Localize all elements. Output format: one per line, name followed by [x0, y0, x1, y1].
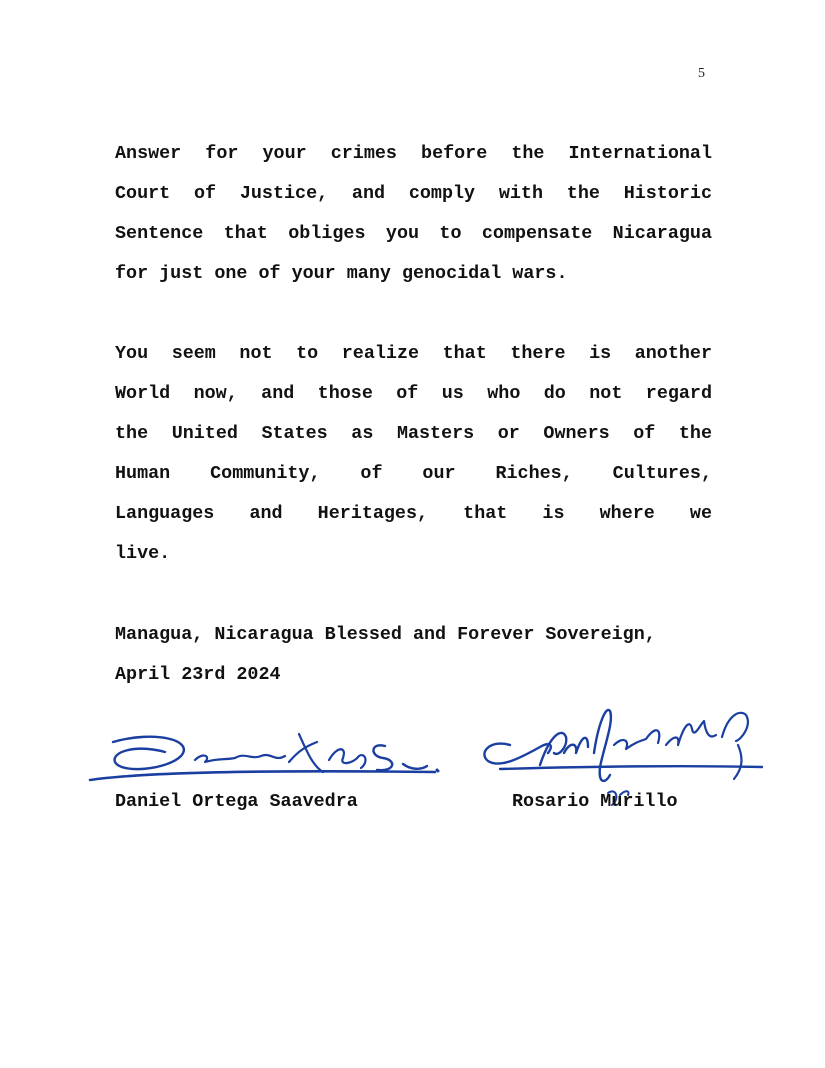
text-line: Court of Justice, and comply with the Historic: [115, 183, 712, 204]
date-line: April 23rd 2024: [115, 664, 281, 685]
text-line: live.: [115, 543, 171, 564]
text-line: World now, and those of us who do not regard: [115, 383, 712, 404]
text-line: for just one of your many genocidal wars.: [115, 263, 568, 284]
text-line: Languages and Heritages, that is where we: [115, 503, 712, 524]
text-line: Human Community, of our Riches, Cultures,: [115, 463, 712, 484]
text-line: Sentence that obliges you to compensate Nicaragua: [115, 223, 712, 244]
text-line: the United States as Masters or Owners of the: [115, 423, 712, 444]
place-line: Managua, Nicaragua Blessed and Forever Sovereign,: [115, 624, 656, 645]
signature-name-left: Daniel Ortega Saavedra: [115, 791, 358, 812]
paragraph-2: [115, 334, 712, 574]
text-line: Answer for your crimes before the International: [115, 143, 712, 164]
text-line: You seem not to realize that there is another: [115, 343, 712, 364]
page-number: 5: [698, 66, 705, 81]
signature-left: [85, 712, 450, 794]
paragraph-1: [115, 134, 712, 294]
paragraph-date: [115, 615, 712, 695]
signature-name-right: Rosario Murillo: [512, 791, 678, 812]
